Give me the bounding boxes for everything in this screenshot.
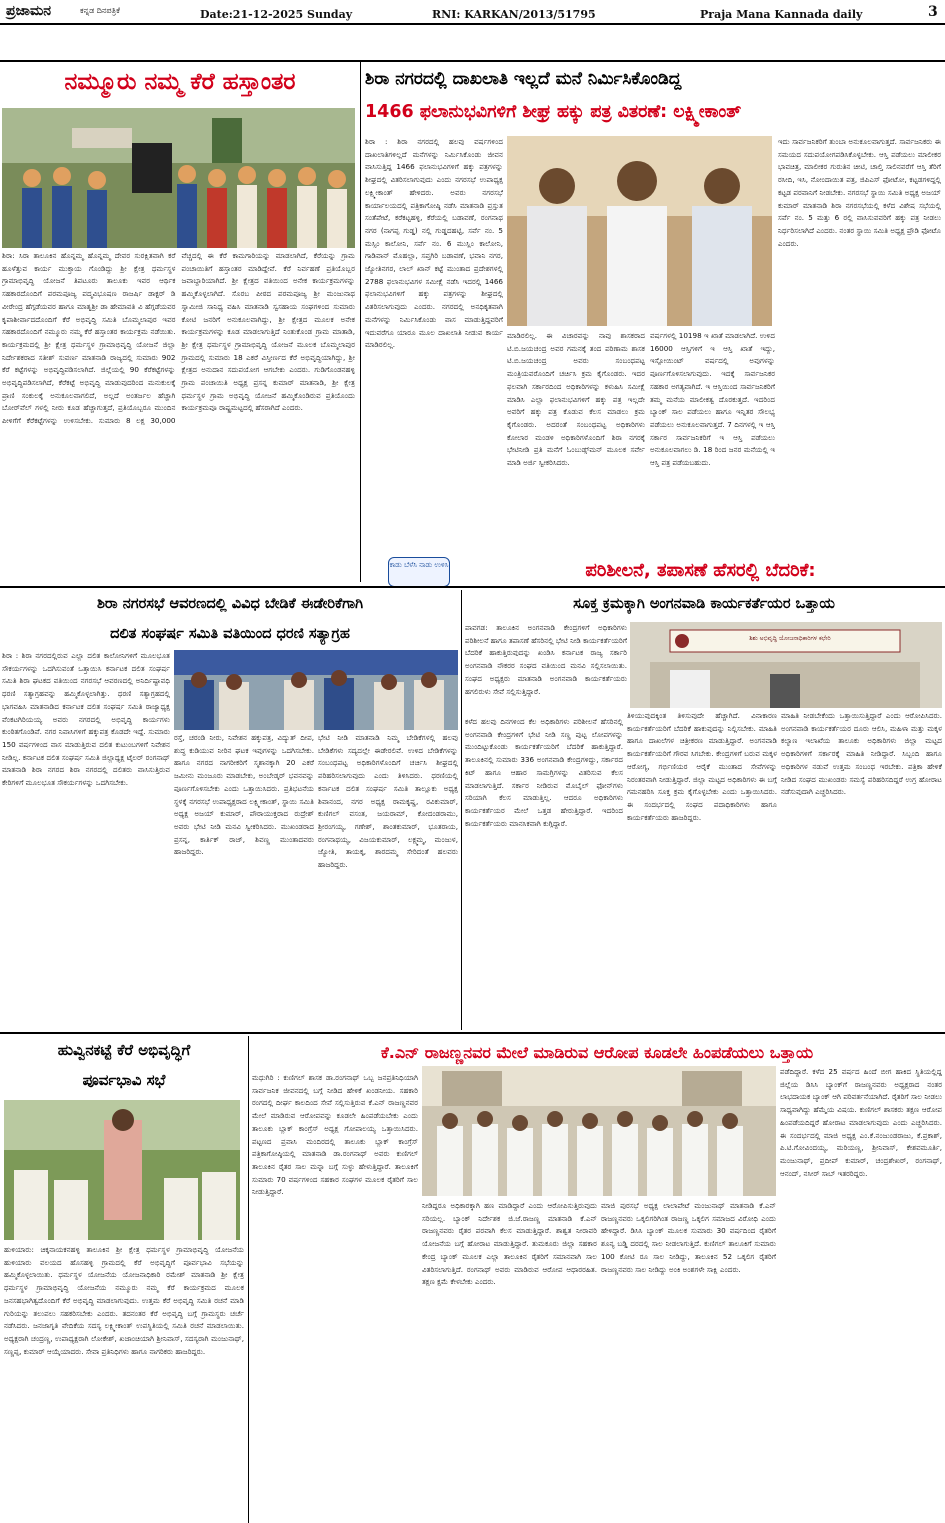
story2-body-right: ವರ್ಷಗಳಲ್ಲಿ 10198 ಇ ಖಾತೆ ಮಾಡಲಾಗಿದೆ. ಉಳಿದ 16000 ಆಸ್ತಿಗಳಿಗೆ ಇ ಆಸ್ತಿ ಖಾತೆ ಇದ್ದು, ಇಸ್ಪೋಯಿಂಟ್ ವರ್ಷದಲ್ಲಿ ಅವುಗಳನ್ನು ಪೂರ್ಣಗೊಳಿಸಲಾಗುವುದು. ಇದಕ್ಕೆ ಸಾರ್ವಜನಿಕರ ಸಹಕಾರ ಅಗತ್ಯವಾಗಿದೆ. ಇ ಆಸ್ತಿಯಿಂದ ಸಾರ್ವಜನಿಕರಿಗೆ ತಮ್ಮ ಮನೆಯ ಮಾಲೀಕತ್ವ ದೊರಕುತ್ತದೆ. ಇದರಿಂದ ಬ್ಯಾಂಕ್ ಸಾಲ ಪಡೆಯಲು ಹಾಗೂ ಇನ್ನಿತರ ಸೌಲಭ್ಯ ಪಡೆಯಲು ಅನುಕೂಲವಾಗುತ್ತದೆ. 7 ದಿನಗಳಲ್ಲಿ ಇ ಆಸ್ತಿ ಸರ್ಕಾರ ಸಾರ್ವಜನಿಕರಿಗೆ ಇ ಆಸ್ತಿ ಪಡೆಯಲು ಅನುಕೂಲವಾಗಲು ಡಿ. 18 ರಿಂದ ಜನರ ಮನೆಯಲ್ಲಿ ಇ ಆಸ್ತಿ ಪತ್ರ ಪಡೆಯಬಹುದು. [650,331,775,468]
rni-number: RNI: KARKAN/2013/51795 [432,8,596,21]
story6-body-left: ಮಧುಗಿರಿ : ಕುಣಿಗಲ್ ಶಾಸಕ ಡಾ.ರಂಗನಾಥ್ ಒಬ್ಬ ಜನಪ್ರತಿನಿಧಿಯಾಗಿ ಸಾರ್ವಜನಿಕ ಜೀವನದಲ್ಲಿ ಬಗ್ಗೆ ನೀಡಿದ ಹೇಳಿಕೆ ಖಂಡನೀಯ. ಸಹಕಾರಿ ರಂಗದಲ್ಲಿ ದೀರ್ಘ ಕಾಲದಿಂದ ಸೇವೆ ಸಲ್ಲಿಸುತ್ತಿರುವ ಕೆ.ಎನ್ ರಾಜಣ್ಣನವರ ಮೇಲೆ ಮಾಡಿರುವ ಆರೋಪವನ್ನು ಕೂಡಲೇ ಹಿಂಪಡೆಯಬೇಕು ಎಂದು ತಾಲೂಕು ಬ್ಲಾಕ್ ಕಾಂಗ್ರೆಸ್ ಅಧ್ಯಕ್ಷ ಗೋಪಾಲಯ್ಯ ಒತ್ತಾಯಿಸಿದರು. ಪಟ್ಟಣದ ಪ್ರವಾಸಿ ಮಂದಿರದಲ್ಲಿ ತಾಲೂಕು ಬ್ಲಾಕ್ ಕಾಂಗ್ರೆಸ್ ಪತ್ರಿಕಾಗೋಷ್ಠಿಯಲ್ಲಿ ಮಾತನಾಡಿ ಡಾ.ರಂಗನಾಥ್ ಅವರು ಕುಣಿಗಲ್ ತಾಲೂಕಿನ ರೈತರ ಸಾಲ ಮನ್ನಾ ಬಗ್ಗೆ ಸುಳ್ಳು ಹೇಳುತ್ತಿದ್ದಾರೆ. ತಾಲೂಕಿಗೆ ಸುಮಾರು 70 ವರ್ಷಗಳಿಂದ ಸಹಕಾರ ಸಂಘಗಳ ಮೂಲಕ ರೈತರಿಗೆ ಸಾಲ ನೀಡುತ್ತಿದ್ದಾರೆ. [252,1073,418,1197]
story3-kicker: ಶಿರಾ ನಗರಸಭೆ ಆವರಣದಲ್ಲಿ ವಿವಿಧ ಬೇಡಿಕೆ ಈಡೇರಿಕೆಗಾಗಿ [96,596,364,612]
story4-body-top: ಪಾವಗಡ: ತಾಲೂಕಿನ ಅಂಗನವಾಡಿ ಕೇಂದ್ರಗಳಿಗೆ ಅಧಿಕಾರಿಗಳು ಪರಿಶೀಲನೆ ಹಾಗೂ ತಪಾಸಣೆ ಹೆಸರಿನಲ್ಲಿ ಭೇಟಿ ನೀಡಿ ಕಾರ್ಯಕರ್ತೆಯರಿಗೆ ಬೆದರಿಕೆ ಹಾಕುತ್ತಿರುವುದನ್ನು ಖಂಡಿಸಿ ಕರ್ನಾಟಕ ರಾಜ್ಯ ಸರ್ಕಾರಿ ಅಂಗನವಾಡಿ ನೌಕರರ ಸಂಘದ ವತಿಯಿಂದ ಮನವಿ ಸಲ್ಲಿಸಲಾಯಿತು. ಸಂಘದ ಅಧ್ಯಕ್ಷರು ಮಾತನಾಡಿ ಅಂಗನವಾಡಿ ಕಾರ್ಯಕರ್ತೆಯರು ಹಗಲಿರುಳು ಸೇವೆ ಸಲ್ಲಿಸುತ್ತಿದ್ದಾರೆ. [465,623,627,696]
story3-body-left: ಶಿರಾ : ಶಿರಾ ನಗರದಲ್ಲಿರುವ ಎಲ್ಲಾ ದಲಿತ ಕಾಲೋನಿಗಳಿಗೆ ಮೂಲಭೂತ ಸೌಕರ್ಯಗಳನ್ನು ಒದಗಿಸುವಂತೆ ಒತ್ತಾಯಿಸಿ ಕರ್ನಾಟಕ ದಲಿತ ಸಂಘರ್ಷ ಸಮಿತಿ ಶಿರಾ ಘಟಕದ ವತಿಯಿಂದ ನಗರಸಭೆ ಆವರಣದಲ್ಲಿ ಅನಿರ್ದಿಷ್ಟಾವಧಿ ಧರಣಿ ಸತ್ಯಾಗ್ರಹವನ್ನು ಹಮ್ಮಿಕೊಳ್ಳಲಾಗಿತ್ತು. ಧರಣಿ ಸತ್ಯಾಗ್ರಹದಲ್ಲಿ ಭಾಗವಹಿಸಿ ಮಾತನಾಡಿದ ಕರ್ನಾಟಕ ದಲಿತ ಸಂಘರ್ಷ ಸಮಿತಿ ರಾಜ್ಯಾಧ್ಯಕ್ಷ ವೆಂಕಟಗಿರಿಯಯ್ಯ ಅವರು ನಗರದಲ್ಲಿ ಅಭಿವೃದ್ಧಿ ಕಾರ್ಯಗಳು ಕುಂಠಿತಗೊಂಡಿವೆ. ನಗರ ನಿವಾಸಿಗಳಿಗೆ ಹಕ್ಕುಪತ್ರ ಕೊಡದೇ ಇದ್ದೆ. ಸುಮಾರು 150 ವರ್ಷಗಳಿಂದ ವಾಸ ಮಾಡುತ್ತಿರುವ ದಲಿತ ಕುಟುಂಬಗಳಿಗೆ ನಿವೇಶನ ನೀಡಿಲ್ಲ. ಕರ್ನಾಟಕ ದಲಿತ ಸಂಘರ್ಷ ಸಮಿತಿ ಜಿಲ್ಲಾಧ್ಯಕ್ಷ ಟೈಲರ್ ರಂಗನಾಥ್ ಮಾತನಾಡಿ ಶಿರಾ ನಗರದ ಶಿರಾ ನಗರದಲ್ಲಿ ದಲಿತರು ವಾಸಿಸುತ್ತಿರುವ ಕೇರಿಗಳಿಗೆ ಮೂಲಭೂತ ಸೌಕರ್ಯಗಳನ್ನು ಒದಗಿಸಬೇಕು. [2,651,170,788]
story4-body-mid: ತಿಳಿಯುವುದಕ್ಕಿಂತ ತಿಳಿಸುವುದೇ ಹೆಚ್ಚಾಗಿದೆ. ವಿನಾಕಾರಣ ಕಾರ್ಯಕರ್ತೆಯರಿಗೆ ಬೆದರಿಕೆ ಹಾಕುವುದನ್ನು ನಿಲ್ಲಿಸಬೇಕು. ಮಾಹಿತಿ ಹಾಗೂ ದಾಖಲೆಗಳ ಚಿತ್ರೀಕರಣ ಮಾಡುತ್ತಿದ್ದಾರೆ. ಅಂಗನವಾಡಿ ಕಾರ್ಯಕರ್ತೆಯರಿಗೆ ಗೌರವ ಸಿಗಬೇಕು. ಕೇಂದ್ರಗಳಿಗೆ ಬರುವ ಮಕ್ಕಳ ಆರೋಗ್ಯ, ಗರ್ಭಿಣಿಯರ ಆರೈಕೆ ಮುಂತಾದ ಸೇವೆಗಳನ್ನು ನಿರಂತರವಾಗಿ ನೀಡುತ್ತಿದ್ದಾರೆ. ಜಿಲ್ಲಾ ಮಟ್ಟದ ಅಧಿಕಾರಿಗಳು ಈ ಬಗ್ಗೆ ಗಮನಹರಿಸಿ ಸೂಕ್ತ ಕ್ರಮ ಕೈಗೊಳ್ಳಬೇಕು ಎಂದು ಒತ್ತಾಯಿಸಿದರು. ಈ ಸಂದರ್ಭದಲ್ಲಿ ಸಂಘದ ಪದಾಧಿಕಾರಿಗಳು ಹಾಗೂ ಕಾರ್ಯಕರ್ತೆಯರು ಹಾಜರಿದ್ದರು. [627,711,777,822]
story1-photo [2,108,355,248]
paper-name: Praja Mana Kannada daily [700,8,863,21]
story6-body-mid2: ಮಾಜಿ ಪುರಸಭೆ ಅಧ್ಯಕ್ಷ ಲಾಲಾಪೇಟೆ ಮಂಜುನಾಥ್ ಮಾತನಾಡಿ ಕೆ.ಎನ್ ರಾಜಣ್ಣನವರು ಒಕ್ಕಲಿಗರಿಗಿಂತ ರಾಜಣ್ಣ ಒಕ್ಕಲಿಗ ಸಮಾಜದ ವಿರೋಧಿ ಎಂದು ಹೇಳಿದ್ದಾರೆ. ಡಿಸಿಸಿ ಬ್ಯಾಂಕ್ ಮೂಲಕ ಸುಮಾರು 30 ವರ್ಷದಿಂದ ರೈತರಿಗೆ ಶೂನ್ಯ ಬಡ್ಡಿ ದರದಲ್ಲಿ ಸಾಲ ನೀಡಲಾಗುತ್ತಿದೆ. ಕುಣಿಗಲ್ ತಾಲೂಕಿಗೆ ಸುಮಾರು 100 ಕೋಟಿ ರೂ ಸಾಲ ನೀಡಿದ್ದು, ತಾಲೂಕಿನ 52 ಒಕ್ಕಲಿಗ ರೈತರಿಗೆ ರಾಜಣ್ಣನವರು ಸಾಲ ನೀಡಿದ್ದು ಅಂಕಿ ಅಂಶಗಳೇ ಸಾಕ್ಷಿ ಎಂದರು. [601,1201,776,1274]
section-rule [0,586,945,588]
story6-body-mid: ನೀಡಿದ್ದರೂ ಅಧಿಕಾರಕ್ಕಾಗಿ ಹಣ ಮಾಡಿದ್ದಾರೆ ಎಂದು ಆರೋಪಿಸುತ್ತಿರುವುದು ಸರಿಯಲ್ಲ. ಬ್ಯಾಂಕ್ ನಿರ್ದೇಶಕ ಜಿ.ಜೆ.ರಾಜಣ್ಣ ಮಾತನಾಡಿ ಕೆ.ಎನ್ ರಾಜಣ್ಣನವರು ರೈತರ ಪರವಾಗಿ ಕೆಲಸ ಮಾಡುತ್ತಿದ್ದಾರೆ. ಶಾಶ್ವತ ನೀರಾವರಿ ಯೋಜನೆಯ ಬಗ್ಗೆ ಹೋರಾಟ ಮಾಡುತ್ತಿದ್ದಾರೆ. ತುಮಕೂರು ಜಿಲ್ಲಾ ಸಹಕಾರ ಕೇಂದ್ರ ಬ್ಯಾಂಕ್ ಮೂಲಕ ಎಲ್ಲಾ ತಾಲೂಕಿನ ರೈತರಿಗೆ ಸಮಾನವಾಗಿ ಸಾಲ ವಿತರಿಸಲಾಗುತ್ತಿದೆ. ರಂಗನಾಥ್ ಅವರು ಮಾಡಿರುವ ಆರೋಪ ಆಧಾರರಹಿತ. ತಕ್ಷಣ ಕ್ಷಮೆ ಕೇಳಬೇಕು ಎಂದರು. [422,1201,597,1287]
section-rule [0,1032,945,1034]
story3-body-mid: ರಸ್ತೆ, ಚರಂಡಿ ನೀರು, ನಿವೇಶನ ಹಕ್ಕುಪತ್ರ, ವಿದ್ಯುತ್ ದೀಪ, ಶುದ್ಧ ಕುಡಿಯುವ ನೀರಿನ ಘಟಕ ಇವುಗಳನ್ನು ಒದಗಿಸಬೇಕು. ಹಾಗೂ ನಗರದ ನಾಗರೀಕರಿಗೆ ಸ್ಮಶಾನಕ್ಕಾಗಿ 20 ಎಕರೆ ಜಮೀನು ಮಂಜೂರು ಮಾಡಬೇಕು, ಅಂಬೇಡ್ಕರ್ ಭವನವನ್ನು ಪೂರ್ಣಗೊಳಿಸಬೇಕು ಎಂದು ಒತ್ತಾಯಿಸಿದರು. ಪ್ರತಿಭಟನೆಯ ಸ್ಥಳಕ್ಕೆ ನಗರಸಭೆ ಉಪಾಧ್ಯಕ್ಷರಾದ ಲಕ್ಷ್ಮೀಕಾಂತ್, ಸ್ಥಾಯಿ ಸಮಿತಿ ಅಧ್ಯಕ್ಷ ಅಜಯ್ ಕುಮಾರ್, ಪೌರಾಯುಕ್ತರಾದ ರುದ್ರೇಶ್ ಅವರು ಭೇಟಿ ನೀಡಿ ಮನವಿ ಸ್ವೀಕರಿಸಿದರು. ಮುಖಂಡರಾದ ಪ್ರಸನ್ನ, ಕಾರ್ತಿಕ್ ರಾಜ್, ಶಿವಣ್ಣ ಮುಂತಾದವರು ಹಾಜರಿದ್ದರು. [174,733,314,857]
column-rule [360,62,361,582]
story6-body-right: ಪಡೆದಿದ್ದಾರೆ. ಕಳೆದ 25 ವರ್ಷದ ಹಿಂದೆ ಬೀಗ ಹಾಕಿದ ಸ್ಥಿತಿಯಲ್ಲಿದ್ದ ಜಿಲ್ಲೆಯ ಡಿಸಿಸಿ ಬ್ಯಾಂಕ್‌ಗೆ ರಾಜಣ್ಣನವರು ಅಧ್ಯಕ್ಷರಾದ ನಂತರ ಲಾಭದಾಯಕ ಬ್ಯಾಂಕ್ ಆಗಿ ಪರಿವರ್ತನೆಯಾಗಿದೆ. ರೈತರಿಗೆ ಸಾಲ ನೀಡಲು ಸಾಧ್ಯವಾಗಿದ್ದು ಹೆಮ್ಮೆಯ ವಿಷಯ. ಕುಣಿಗಲ್ ಶಾಸಕರು ತಕ್ಷಣ ಆರೋಪ ಹಿಂಪಡೆಯದಿದ್ದರೆ ಹೋರಾಟ ಮಾಡಲಾಗುವುದು ಎಂದು ಎಚ್ಚರಿಸಿದರು. ಈ ಸಂದರ್ಭದಲ್ಲಿ ಮಾಜಿ ಅಧ್ಯಕ್ಷ ಎಂ.ಕೆ.ನಂಜುಂಡರಾಜು, ಕೆ.ಪ್ರಕಾಶ್, ಪಿ.ಟಿ.ಗೋವಿಂದಯ್ಯ, ಮರಿಯಣ್ಣ, ಶ್ರೀನಿವಾಸ್, ಕೇಶವಮೂರ್ತಿ, ಮಂಜುನಾಥ್, ಪ್ರದೀಪ್ ಕುಮಾರ್, ಚಂದ್ರಶೇಖರ್, ರಂಗನಾಥ್, ಆನಂದ್, ನಸೀರ್ ಸಾಬ್ ಇತರರಿದ್ದರು. [780,1067,942,1178]
story3-headline: ದಲಿತ ಸಂಘರ್ಷ ಸಮಿತಿ ವತಿಯಿಂದ ಧರಣಿ ಸತ್ಯಾಗ್ರಹ [110,626,350,642]
office-sign-text: ಶಿಶು ಅಭಿವೃದ್ಧಿ ಯೋಜನಾಧಿಕಾರಿಗಳ ಕಛೇರಿ [749,635,831,642]
story6-photo [422,1066,776,1196]
story3-photo [174,650,458,730]
tree-slogan-badge: ಕಾಡು ಬೆಳೆಸಿ ನಾಡು ಉಳಿಸಿ [388,557,450,587]
story2-kicker: ಶಿರಾ ನಗರದಲ್ಲಿ ದಾಖಲಾತಿ ಇಲ್ಲದೆ ಮನೆ ನಿರ್ಮಿಸಿಕೊಂಡಿದ್ದ [365,69,682,89]
page-number: 3 [928,4,938,20]
story2-photo [507,136,772,326]
masthead-logo: ಪ್ರಜಾಮನ [6,3,52,19]
story5-body: ಹುಳಿಯಾರು: ಚಿಕ್ಕನಾಯಕನಹಳ್ಳಿ ತಾಲೂಕಿನ ಶ್ರೀ ಕ್ಷೇತ್ರ ಧರ್ಮಸ್ಥಳ ಗ್ರಾಮಾಭಿವೃದ್ಧಿ ಯೋಜನೆಯ ಹುಳಿಯಾರು ವಲಯದ ಹೊಸಹಳ್ಳಿ ಗ್ರಾಮದಲ್ಲಿ ಕೆರೆ ಅಭಿವೃದ್ಧಿಗೆ ಪೂರ್ವಭಾವಿ ಸಭೆಯನ್ನು ಹಮ್ಮಿಕೊಳ್ಳಲಾಯಿತು. ಧರ್ಮಸ್ಥಳ ಯೋಜನೆಯ ಯೋಜನಾಧಿಕಾರಿ ರಮೇಶ್ ಮಾತನಾಡಿ ಶ್ರೀ ಕ್ಷೇತ್ರ ಧರ್ಮಸ್ಥಳ ಗ್ರಾಮಾಭಿವೃದ್ಧಿ ಯೋಜನೆಯ ನಮ್ಮೂರು ನಮ್ಮ ಕೆರೆ ಕಾರ್ಯಕ್ರಮದ ಮೂಲಕ ಜನಸಹಭಾಗಿತ್ವದೊಂದಿಗೆ ಕೆರೆ ಅಭಿವೃದ್ಧಿ ಮಾಡಲಾಗುವುದು. ಉತ್ತಮ ಕೆರೆ ಅಭಿವೃದ್ಧಿ ಸಮಿತಿ ರಚನೆ ಮಾಡಿ ಗುರಿಯನ್ನು ತಲುಪಲು ಸಹಕರಿಸಬೇಕು ಎಂದರು. ತದನಂತರ ಕೆರೆ ಅಭಿವೃದ್ಧಿ ಬಗ್ಗೆ ಗ್ರಾಮಸ್ಥರು ಚರ್ಚೆ ನಡೆಸಿದರು. ಜನಜಾಗೃತಿ ವೇದಿಕೆಯ ಸದಸ್ಯ ಲಕ್ಷ್ಮೀಕಾಂತ್ ಉಪಸ್ಥಿತಿಯಲ್ಲಿ ಸಮಿತಿ ರಚನೆ ಮಾಡಲಾಯಿತು. ಅಧ್ಯಕ್ಷರಾಗಿ ಚಂದ್ರಣ್ಣ, ಉಪಾಧ್ಯಕ್ಷರಾಗಿ ಲೋಕೇಶ್, ಖಜಾಂಚಿಯಾಗಿ ಶ್ರೀನಿವಾಸ್, ಸದಸ್ಯರಾಗಿ ಮಂಜುನಾಥ್, ಸಣ್ಣಪ್ಪ, ಕುಮಾರ್ ಆಯ್ಕೆಯಾದರು. ಸೇವಾ ಪ್ರತಿನಿಧಿಗಳು ಹಾಗೂ ನಾಗರಿಕರು ಹಾಜರಿದ್ದರು. [4,1245,244,1356]
column-rule [461,590,462,1030]
story5-photo [4,1100,240,1240]
column-rule [248,1036,249,1523]
issue-date: Date:21-12-2025 Sunday [200,8,353,21]
story4-headline: ಸೂಕ್ತ ಕ್ರಮಕ್ಕಾಗಿ ಅಂಗನವಾಡಿ ಕಾರ್ಯಕರ್ತೆಯರ ಒತ್ತಾಯ [573,596,835,612]
story2-body-far: ಇದು ಸಾರ್ವಜನಿಕರಿಗೆ ತುಂಬಾ ಅನುಕೂಲವಾಗುತ್ತದೆ. ಸಾರ್ವಜನಿಕರು ಈ ಸಮಯದ ಸದುಪಯೋಗಪಡಿಸಿಕೊಳ್ಳಬೇಕು. ಆಸ್ತಿ ಪಡೆಯಲು ಮಾಲೀಕರ ಭಾವಚಿತ್ರ, ಮಾಲೀಕರ ಗುರುತಿನ ಚೀಟಿ, ಚಾಲ್ತಿ ಸಾಲಿನವರೆಗೆ ಆಸ್ತಿ ತೆರಿಗೆ ರಸೀದಿ, ಇಸಿ, ನೋಂದಾಯಿತ ಪತ್ರ, ಜಿಪಿಎಸ್ ಫೋಟೋ, ಕಟ್ಟಡಗಳಿದ್ದಲ್ಲಿ ಕಟ್ಟಡ ಪರವಾನಿಗೆ ನೀಡಬೇಕು. ನಗರಸಭೆ ಸ್ಥಾಯಿ ಸಮಿತಿ ಅಧ್ಯಕ್ಷ ಅಜಯ್ ಕುಮಾರ್ ಮಾತನಾಡಿ ಶಿರಾ ನಗರಸಭೆಯಲ್ಲಿ ಕಳೆದ ವಿಶೇಷ ಸಭೆಯಲ್ಲಿ ಸರ್ವೆ ನಂ. 5 ಮತ್ತು 6 ರಲ್ಲಿ ವಾಸಿಸುವವರಿಗೆ ಹಕ್ಕು ಪತ್ರ ನೀಡಲು ನಿರ್ಧರಿಸಲಾಗಿದೆ ಎಂದರು. ನಂತರ ಸ್ಥಾಯಿ ಸಮಿತಿ ಅಧ್ಯಕ್ಷ ಪ್ರೌಡಿ ಫೋಟೊ ಎಂದರು. [778,137,941,248]
story5-headline-line2: ಪೂರ್ವಭಾವಿ ಸಭೆ [82,1071,166,1089]
masthead [0,0,945,62]
story1-headline: ನಮ್ಮೂರು ನಮ್ಮ ಕೆರೆ ಹಸ್ತಾಂತರ [64,69,296,95]
masthead-rule [0,23,945,25]
story4-body-right: ಮಾಹಿತಿ ನೀಡಬೇಕೆಂದು ಒತ್ತಾಯಿಸುತ್ತಿದ್ದಾರೆ ಎಂದು ಆರೋಪಿಸಿದರು. ಅಂಗನವಾಡಿ ಕಾರ್ಯಕರ್ತೆಯರ ದೂರು ಆಲಿಸಿ, ಮಹಿಳಾ ಮತ್ತು ಮಕ್ಕಳ ಕಲ್ಯಾಣ ಇಲಾಖೆಯ ತಾಲೂಕು ಅಧಿಕಾರಿಗಳು ಜಿಲ್ಲಾ ಮಟ್ಟದ ಅಧಿಕಾರಿಗಳಿಗೆ ಸರ್ಕಾರಕ್ಕೆ ಮಾಹಿತಿ ನೀಡಿದ್ದಾರೆ. ಸಿಬ್ಬಂದಿ ಹಾಗೂ ಅಧಿಕಾರಿಗಳ ನಡುವೆ ಉತ್ತಮ ಸಂಬಂಧ ಇರಬೇಕು. ಪತ್ರಿಕಾ ಹೇಳಿಕೆ ನೀಡಿದ ಸಂಘದ ಮುಖಂಡರು ಸಮಸ್ಯೆ ಪರಿಹರಿಸದಿದ್ದರೆ ಉಗ್ರ ಹೋರಾಟ ನಡೆಸುವುದಾಗಿ ಎಚ್ಚರಿಸಿದರು. [781,711,942,797]
story5-headline-line1: ಹುವ್ವಿನಕಟ್ಟೆ ಕೆರೆ ಅಭಿವೃದ್ಧಿಗೆ [57,1041,191,1059]
story4-kicker: ಪರಿಶೀಲನೆ, ತಪಾಸಣೆ ಹೆಸರಲ್ಲಿ ಬೆದರಿಕೆ: [585,560,816,581]
story4-body-left: ಕಳೆದ ಹಲವು ದಿನಗಳಿಂದ ಕೆಲ ಅಧಿಕಾರಿಗಳು ಪರಿಶೀಲನೆ ಹೆಸರಿನಲ್ಲಿ ಅಂಗನವಾಡಿ ಕೇಂದ್ರಗಳಿಗೆ ಭೇಟಿ ನೀಡಿ ಸಣ್ಣ ಪುಟ್ಟ ಲೋಪಗಳನ್ನು ಮುಂದಿಟ್ಟುಕೊಂಡು ಕಾರ್ಯಕರ್ತೆಯರಿಗೆ ಬೆದರಿಕೆ ಹಾಕುತ್ತಿದ್ದಾರೆ. ತಾಲೂಕಿನಲ್ಲಿ ಸುಮಾರು 336 ಅಂಗನವಾಡಿ ಕೇಂದ್ರಗಳಿದ್ದು, ಸರ್ಕಾರದ ಕಿಟ್ ಹಾಗೂ ಆಹಾರ ಸಾಮಗ್ರಿಗಳನ್ನು ವಿತರಿಸುವ ಕೆಲಸ ಮಾಡಲಾಗುತ್ತಿದೆ. ಸರ್ಕಾರ ನೀಡಿರುವ ಮೊಬೈಲ್ ಫೋನ್‌ಗಳು ಸರಿಯಾಗಿ ಕೆಲಸ ಮಾಡುತ್ತಿಲ್ಲ. ಆದರೂ ಅಧಿಕಾರಿಗಳು ಕಾರ್ಯಕರ್ತೆಯರ ಮೇಲೆ ಒತ್ತಡ ಹೇರುತ್ತಿದ್ದಾರೆ. ಇದರಿಂದ ಕಾರ್ಯಕರ್ತೆಯರು ಮಾನಸಿಕವಾಗಿ ಕುಗ್ಗಿದ್ದಾರೆ. [465,717,623,828]
story6-headline: ಕೆ.ಎನ್ ರಾಜಣ್ಣನವರ ಮೇಲೆ ಮಾಡಿರುವ ಆರೋಪ ಕೂಡಲೇ ಹಿಂಪಡೆಯಲು ಒತ್ತಾಯ [380,1043,814,1062]
story3-body-right: ಭೇಟಿ ನೀಡಿ ಮಾತನಾಡಿ ನಿಮ್ಮ ಬೇಡಿಕೆಗಳಲ್ಲಿ ಹಲವು ಬೇಡಿಕೆಗಳು ಸದ್ಯದಲ್ಲೇ ಈಡೇರಲಿವೆ. ಉಳಿದ ಬೇಡಿಕೆಗಳನ್ನು ಸಂಬಂಧಪಟ್ಟ ಅಧಿಕಾರಿಗಳೊಂದಿಗೆ ಚರ್ಚಿಸಿ ಶೀಘ್ರದಲ್ಲಿ ಪರಿಹರಿಸಲಾಗುವುದು ಎಂದು ತಿಳಿಸಿದರು. ಧರಣಿಯಲ್ಲಿ ಕರ್ನಾಟಕ ದಲಿತ ಸಂಘರ್ಷ ಸಮಿತಿ ತಾಲ್ಲೂಕು ಅಧ್ಯಕ್ಷ ಶಿವಾನಂದ, ನಗರ ಅಧ್ಯಕ್ಷ ರಾಮಕೃಷ್ಣ, ರವಿಕುಮಾರ್, ಕುಣಿಗಲ್ ವಸಂತ, ಜಯರಾಮ್, ಕೋದಂಡರಾಮು, ಶ್ರೀರಂಗಯ್ಯ, ಗಣೇಶ್, ಶಾಂತಕುಮಾರ್, ಭೂತರಾಯ, ರಂಗನಾಥಯ್ಯ, ವಿಜಯಕುಮಾರ್, ಲಕ್ಷ್ಮಮ್ಮ, ಮಂಜುಳ, ಜ್ಯೋತಿ, ತಾಯಕ್ಕ, ಶಾರದಮ್ಮ ಸೇರಿದಂತೆ ಹಲವರು ಹಾಜರಿದ್ದರು. [318,733,458,870]
masthead-tagline: ಕನ್ನಡ ದಿನಪತ್ರಿಕೆ [80,6,121,15]
story2-body-left: ಶಿರಾ : ಶಿರಾ ನಗರದಲ್ಲಿ ಹಲವು ವರ್ಷಗಳಿಂದ ದಾಖಲಾತಿಗಳಿಲ್ಲದೆ ಮನೆಗಳನ್ನು ನಿರ್ಮಿಸಿಕೊಂಡು ಜೀವನ ವಾಸಿಸುತ್ತಿದ್ದ 1466 ಫಲಾನುಭವಿಗಳಿಗೆ ಹಕ್ಕು ಪತ್ರಗಳನ್ನು ಶೀಘ್ರದಲ್ಲಿ ವಿತರಿಸಲಾಗುವುದು ಎಂದು ನಗರಸಭೆ ಉಪಾಧ್ಯಕ್ಷ ಲಕ್ಷ್ಮೀಕಾಂತ್ ಹೇಳಿದರು. ಅವರು ನಗರಸಭೆ ಕಾರ್ಯಾಲಯದಲ್ಲಿ ಪತ್ರಿಕಾಗೋಷ್ಠಿ ನಡೆಸಿ ಮಾತನಾಡಿ ಪ್ರಸ್ತುತ ಸಂತೆಪೇಟೆ, ಕರೆಕಟ್ಟಹಳ್ಳಿ, ಕೆರೆಯಲ್ಲಿ ಬಡಾವಣೆ, ರಂಗನಾಥ ನಗರ (ನಾಗಪ್ಪ ಗುಡ್ಡ) ನಲ್ಲಿ ಗುಡ್ಡದಹಟ್ಟಿ, ಸರ್ವೆ ನಂ. 5 ಮಸ್ಸಿಂ ಕಾಲೋನಿ, ಸರ್ವೆ ನಂ. 6 ಮುಸ್ಲಿಂ ಕಾಲೋನಿ, ಗಾಡಿವಾನ್ ಮೊಹಲ್ಲಾ, ಸಪ್ತಗಿರಿ ಬಡಾವಣೆ, ಭವಾನಿ ನಗರ, ಜ್ಯೋತಿನಗರ, ಲಾಲ್ ಖಾನ್ ಕಟ್ಟೆ ಮುಂತಾದ ಪ್ರದೇಶಗಳಲ್ಲಿ 2788 ಫಲಾನುಭವಿಗಳ ಸಮೀಕ್ಷೆ ನಡೆಸಿ ಇದರಲ್ಲಿ 1466 ಫಲಾನುಭವಿಗಳಿಗೆ ಹಕ್ಕು ಪತ್ರಗಳನ್ನು ಶೀಘ್ರದಲ್ಲಿ ವಿತರಿಸಲಾಗುವುದು ಎಂದರು. ನಗರದಲ್ಲಿ ಅನಧಿಕೃತವಾಗಿ ಮನೆಗಳನ್ನು ನಿರ್ಮಿಸಿಕೊಂಡು ವಾಸ ಮಾಡುತ್ತಿದ್ದವರಿಗೆ ಇದುವರೆಗೂ ಯಾರೂ ಮೂಲ ದಾಖಲಾತಿ ನೀಡುವ ಕಾರ್ಯ ಮಾಡಿರಲಿಲ್ಲ. [365,137,503,350]
story2-headline: 1466 ಫಲಾನುಭವಿಗಳಿಗೆ ಶೀಘ್ರ ಹಕ್ಕು ಪತ್ರ ವಿತರಣೆ: ಲಕ್ಷ್ಮೀಕಾಂತ್ [365,102,742,122]
story2-body-mid: ಮಾಡಿರಲಿಲ್ಲ. ಈ ವಿಚಾರವನ್ನು ನಾವು ಶಾಸಕರಾದ ಟಿ.ಬಿ.ಜಯಚಂದ್ರ ಅವರ ಗಮನಕ್ಕೆ ತಂದ ಪರಿಣಾಮ ಶಾಸಕ ಟಿ.ಬಿ.ಜಯಚಂದ್ರ ಅವರು ಸಂಬಂಧಪಟ್ಟ ಮಂತ್ರಿಯವರೊಂದಿಗೆ ಚರ್ಚಿಸಿ ಕ್ರಮ ಕೈಗೊಂಡರು. ಇದರ ಫಲವಾಗಿ ಸರ್ಕಾರದಿಂದ ಅಧಿಕಾರಿಗಳನ್ನು ಕಳುಹಿಸಿ ಸಮೀಕ್ಷೆ ಮಾಡಿಸಿ ಎಲ್ಲಾ ಫಲಾನುಭವಿಗಳಿಗೆ ಹಕ್ಕು ಪತ್ರ ಇಲ್ಲದೇ ಅವರಿಗೆ ಹಕ್ಕು ಪತ್ರ ಕೊಡುವ ಕೆಲಸ ಮಾಡಲು ಕ್ರಮ ಕೈಗೊಂಡರು. ಅದರಂತೆ ಸಂಬಂಧಪಟ್ಟ ಅಧಿಕಾರಿಗಳು ಕೋಲಾರ ಮಂಡಳಿ ಅಧಿಕಾರಿಗಳೊಂದಿಗೆ ಶಿರಾ ನಗರಕ್ಕೆ ಭೇಟಿನೀಡಿ ಪ್ರತಿ ಮನೆಗೆ ಓಂಬುಡ್ಸ್‌ಮನ್ ಮೂಲಕ ಸರ್ವೇ ಮಾಡಿ ಅರ್ಜಿ ಸ್ವೀಕರಿಸಿದರು. [507,331,645,468]
story1-body: ಶಿರಾ: ಸಿರಾ ತಾಲೂಕಿನ ಹೊನ್ನಮ್ಮ ಹೊನ್ನಮ್ಮ ದೇವರ ಸುರಕ್ಷಿತವಾಗಿ ಕರೆ ಹೂಳೆತ್ತುವ ಕಾರ್ಯ ಮುಕ್ತಾಯ ಗೊಂಡಿದ್ದು ಶ್ರೀ ಕ್ಷೇತ್ರ ಧರ್ಮಸ್ಥಳ ಗ್ರಾಮಾಭಿವೃದ್ಧಿ ಯೋಜನೆ ತಿಪಟೂರು ತಾಲೂಕು ಇವರ ಆರ್ಥಿಕ ಸಹಕಾರದೊಂದಿಗೆ ಪರಮಪೂಜ್ಯ ಪದ್ಮವಿಭೂಷಣ ರಾಜರ್ಷಿ ಡಾಕ್ಟರ್ ಡಿ ವೀರೇಂದ್ರ ಹೆಗ್ಗಡೆಯವರ ಹಾಗೂ ಮಾತೃಶ್ರೀ ಡಾ ಹೇಮಾವತಿ ವಿ ಹೆಗ್ಗಡೆಯವರ ಕೃಪಾಶೀರ್ವಾದದೊಂದಿಗೆ ಕೆರೆ ಅಭಿವೃದ್ಧಿ ಸಮಿತಿ ಬೊಮ್ಮಲಾಪುರ ಇವರ ಸಹಕಾರದೊಂದಿಗೆ ನಮ್ಮೂರು ನಮ್ಮ ಕೆರೆ ಹಸ್ತಾಂತರ ಕಾರ್ಯಕ್ರಮ ನಡೆಯಿತು. ಕಾರ್ಯಕ್ರಮದಲ್ಲಿ ಶ್ರೀ ಕ್ಷೇತ್ರ ಧರ್ಮಸ್ಥಳ ಗ್ರಾಮಾಭಿವೃದ್ಧಿ ಯೋಜನೆ ಜಿಲ್ಲಾ ನಿರ್ದೇಶಕರಾದ ಸತೀಶ್ ಸುವರ್ಣ ಮಾತನಾಡಿ ರಾಜ್ಯದಲ್ಲಿ ಸುಮಾರು 902 ಕೆರೆ ಕಟ್ಟೆಗಳನ್ನು ಅಭಿವೃದ್ಧಿಪಡಿಸಲಾಗಿದೆ. ಜಿಲ್ಲೆಯಲ್ಲಿ 90 ಕೆರೆಕಟ್ಟೆಗಳನ್ನು ಅಭಿವೃದ್ಧಿಪಡಿಸಲಾಗಿದೆ, ಕೆರೆಕಟ್ಟೆ ಅಭಿವೃದ್ಧಿ ಮಾಡುವುದರಿಂದ ಮನುಕುಲಕ್ಕೆ ಪ್ರಾಣಿ ಸಂಕುಲಕ್ಕೆ ಅನುಕೂಲವಾಗಲಿದೆ, ಅಲ್ಲದೆ ಅಂತರ್ಜಲ ಹೆಚ್ಚಾಗಿ ಬೋರ್‌ವೆಲ್ ಗಳಲ್ಲಿ ನೀರು ಕೂಡ ಹೆಚ್ಚಾಗುತ್ತದೆ, ಪ್ರತಿಯೊಬ್ಬರೂ ಮುಂದಿನ ಪೀಳಿಗೆಗೆ ಕೆರೆಕಟ್ಟೆಗಳನ್ನು ಉಳಿಸಬೇಕು. ಸುಮಾರು 8 ಲಕ್ಷ 30,000 ವೆಚ್ಚದಲ್ಲಿ ಈ ಕೆರೆ ಕಾಮಗಾರಿಯನ್ನು ಮಾಡಲಾಗಿದೆ, ಕೆರೆಯನ್ನು ಗ್ರಾಮ ಪಂಚಾಯಿತಿಗೆ ಹಸ್ತಾಂತರ ಮಾಡಿದ್ದೇವೆ. ಕೆರೆ ನಿರ್ವಹಣೆ ಪ್ರತಿಯೊಬ್ಬರ ಜವಾಬ್ದಾರಿಯಾಗಿದೆ. ಶ್ರೀ ಕ್ಷೇತ್ರದ ವತಿಯಿಂದ ಅನೇಕ ಕಾರ್ಯಕ್ರಮಗಳನ್ನು ಹಮ್ಮಿಕೊಳ್ಳಲಾಗಿದೆ. ಸೊರಬ ಪೀಠದ ಪರಮಪೂಜ್ಯ ಶ್ರೀ ಮಂಜುನಾಥ ಸ್ವಾಮೀಜಿ ಸಾನಿಧ್ಯ ವಹಿಸಿ ಮಾತನಾಡಿ ಸ್ವಸಹಾಯ ಸಂಘಗಳಿಂದ ಸುಮಾರು ಕೋಟಿ ಜನರಿಗೆ ಅನುಕೂಲವಾಗಿದ್ದು, ಶ್ರೀ ಕ್ಷೇತ್ರದ ಮೂಲಕ ಅನೇಕ ಕಾರ್ಯಕ್ರಮಗಳನ್ನು ಕೂಡ ಮಾಡಲಾಗುತ್ತಿದೆ ನಿಂತುಕೊಂಡ ಗ್ರಾಮ ಮಾತಾಡಿ, ಶ್ರೀ ಕ್ಷೇತ್ರ ಧರ್ಮಸ್ಥಳ ಗ್ರಾಮಾಭಿವೃದ್ಧಿ ಯೋಜನೆ ಮೂಲಕ ಬೊಮ್ಮಲಾಪುರ ಗ್ರಾಮದಲ್ಲಿ ಸುಮಾರು 18 ಎಕರೆ ವಿಸ್ತೀರ್ಣದ ಕೆರೆ ಅಭಿವೃದ್ಧಿಯಾಗಿದ್ದು, ಶ್ರೀ ಕ್ಷೇತ್ರದ ಅನುದಾನ ಸದುಪಯೋಗ ಆಗಬೇಕು ಎಂದರು. ಗುಡಿಗೊಂಡನಹಳ್ಳಿ ಗ್ರಾಮ ಪಂಚಾಯಿತಿ ಅಧ್ಯಕ್ಷ ಪ್ರಸನ್ನ ಕುಮಾರ್ ಮಾತನಾಡಿ, ಶ್ರೀ ಕ್ಷೇತ್ರ ಧರ್ಮಸ್ಥಳ ಗ್ರಾಮ ಅಭಿವೃದ್ಧಿ ಯೋಜನೆ ಹಮ್ಮಿಕೊಂಡಿರುವ ಪ್ರತಿಯೊಂದು ಕಾರ್ಯಕ್ರಮವೂ ರಾಷ್ಟ್ರಮಟ್ಟದಲ್ಲಿ ಹೆಸರಾಗಿದೆ ಎಂದರು. [2,251,355,426]
